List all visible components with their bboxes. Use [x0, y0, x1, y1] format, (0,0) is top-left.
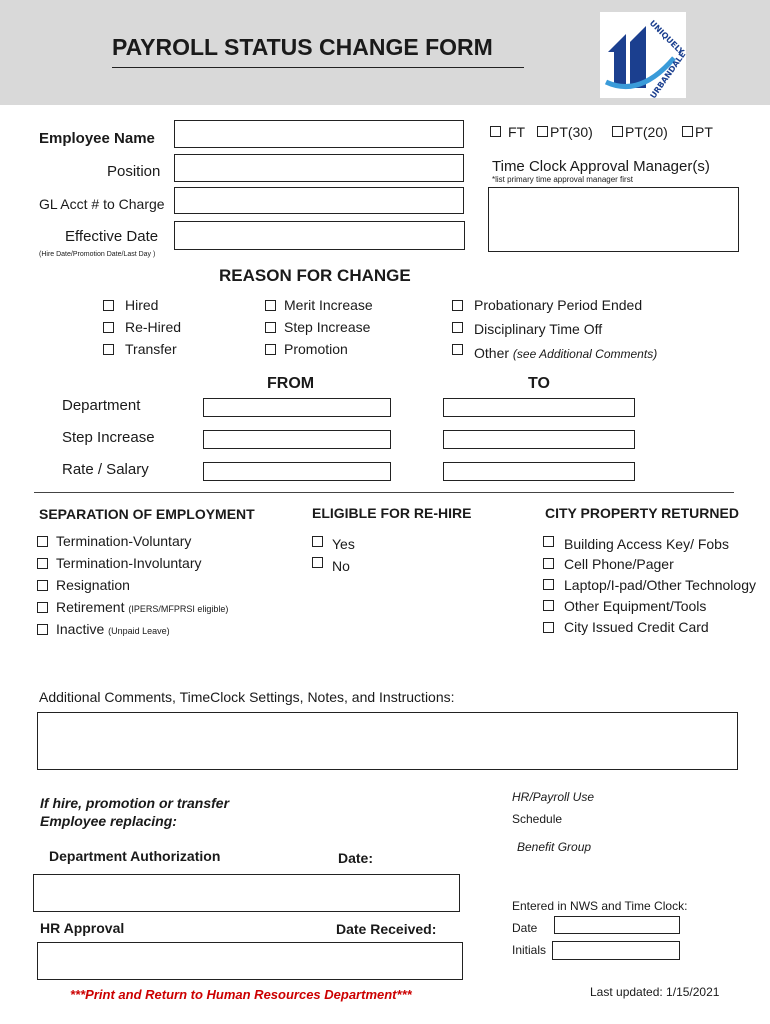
retirement-text [56, 599, 228, 615]
comments-field[interactable] [37, 712, 738, 770]
resignation-checkbox[interactable] [37, 580, 48, 591]
resignation-label: Resignation [56, 577, 130, 593]
hr-payroll-heading: HR/Payroll Use [512, 790, 595, 804]
ft-label: FT [508, 124, 526, 140]
benefit-group-label: Benefit Group [517, 840, 592, 854]
time-clock-manager-field[interactable] [488, 187, 739, 252]
termination-voluntary-label: Termination-Voluntary [56, 533, 192, 549]
probationary-checkbox[interactable] [452, 300, 463, 311]
building-key-label: Building Access Key/ Fobs [564, 536, 729, 552]
rate-salary-label: Rate / Salary [62, 461, 149, 478]
rate-from-field[interactable] [203, 462, 391, 481]
reason-heading: REASON FOR CHANGE [219, 266, 411, 285]
time-clock-note: *list primary time approval manager first [492, 175, 633, 184]
from-heading: FROM [267, 375, 315, 392]
retirement-label: Retirement [56, 599, 125, 615]
termination-involuntary-label: Termination-Involuntary [56, 555, 202, 571]
credit-card-label: City Issued Credit Card [564, 619, 709, 635]
replacing-line2: Employee replacing: [40, 813, 177, 829]
department-from-field[interactable] [203, 398, 391, 417]
pt-label: PT [695, 124, 713, 140]
pt20-checkbox[interactable] [612, 126, 623, 137]
comments-label: Additional Comments, TimeClock Settings, Notes, and Instructions: [39, 689, 455, 705]
effective-date-label: Effective Date [65, 228, 159, 245]
rehire-no-label: No [332, 558, 350, 574]
time-clock-label: Time Clock Approval Manager(s) [492, 158, 710, 175]
employee-name-label: Employee Name [39, 130, 155, 147]
rehired-label: Re-Hired [125, 319, 182, 335]
gl-acct-label: GL Acct # to Charge [39, 196, 165, 212]
rehire-no-checkbox[interactable] [312, 557, 323, 568]
laptop-label: Laptop/I-pad/Other Technology [564, 577, 756, 593]
urbandale-logo-icon [600, 12, 686, 98]
city-logo [600, 12, 686, 98]
last-updated: Last updated: 1/15/2021 [590, 985, 720, 999]
termination-voluntary-checkbox[interactable] [37, 536, 48, 547]
other-equipment-checkbox[interactable] [543, 600, 554, 611]
probationary-label: Probationary Period Ended [474, 297, 643, 313]
other-note: (see Additional Comments) [512, 347, 658, 361]
ft-checkbox[interactable] [490, 126, 501, 137]
transfer-label: Transfer [125, 341, 177, 357]
inactive-label: Inactive [56, 621, 105, 637]
cell-phone-checkbox[interactable] [543, 558, 554, 569]
hr-initials-label: Initials [512, 943, 547, 957]
section-divider [34, 492, 734, 493]
employee-name-field[interactable] [174, 120, 464, 148]
step-from-field[interactable] [203, 430, 391, 449]
position-field[interactable] [174, 154, 464, 182]
property-heading: CITY PROPERTY RETURNED [545, 505, 739, 521]
other-checkbox[interactable] [452, 344, 463, 355]
inactive-note: (Unpaid Leave) [108, 626, 170, 636]
transfer-checkbox[interactable] [103, 344, 114, 355]
disciplinary-label: Disciplinary Time Off [474, 321, 603, 337]
rehire-yes-label: Yes [332, 536, 355, 552]
position-label: Position [107, 163, 161, 180]
dept-authorization-field[interactable] [33, 874, 460, 912]
other-reason-text [474, 345, 657, 361]
inactive-text [56, 621, 170, 637]
logo-text-top: UNIQUELY [647, 18, 686, 57]
effective-date-field[interactable] [174, 221, 465, 250]
termination-involuntary-checkbox[interactable] [37, 558, 48, 569]
hr-approval-field[interactable] [37, 942, 463, 980]
merit-increase-checkbox[interactable] [265, 300, 276, 311]
rehired-checkbox[interactable] [103, 322, 114, 333]
merit-increase-label: Merit Increase [284, 297, 373, 313]
form-title: PAYROLL STATUS CHANGE FORM [112, 34, 493, 60]
dept-date-label: Date: [338, 850, 374, 866]
step-increase-checkbox[interactable] [265, 322, 276, 333]
hr-initials-field[interactable] [552, 941, 680, 960]
building-key-checkbox[interactable] [543, 536, 554, 547]
hr-date-label: Date [512, 921, 538, 935]
credit-card-checkbox[interactable] [543, 622, 554, 633]
rehire-yes-checkbox[interactable] [312, 536, 323, 547]
promotion-checkbox[interactable] [265, 344, 276, 355]
department-label: Department [62, 397, 141, 414]
other-label: Other [474, 345, 510, 361]
pt30-label: PT(30) [550, 124, 593, 140]
pt-checkbox[interactable] [682, 126, 693, 137]
date-received-label: Date Received: [336, 921, 437, 937]
pt30-checkbox[interactable] [537, 126, 548, 137]
dept-authorization-label: Department Authorization [49, 848, 221, 864]
effective-date-note: (Hire Date/Promotion Date/Last Day ) [39, 251, 156, 258]
hired-checkbox[interactable] [103, 300, 114, 311]
logo-text-bottom: URBANDALE [648, 50, 686, 98]
cell-phone-label: Cell Phone/Pager [564, 556, 674, 572]
other-equipment-label: Other Equipment/Tools [564, 598, 707, 614]
disciplinary-checkbox[interactable] [452, 322, 463, 333]
entered-nws-label: Entered in NWS and Time Clock: [512, 899, 688, 913]
pt20-label: PT(20) [625, 124, 668, 140]
hr-date-field[interactable] [554, 916, 680, 934]
promotion-label: Promotion [284, 341, 348, 357]
department-to-field[interactable] [443, 398, 635, 417]
rate-to-field[interactable] [443, 462, 635, 481]
gl-acct-field[interactable] [174, 187, 464, 214]
inactive-checkbox[interactable] [37, 624, 48, 635]
step-increase-row-label: Step Increase [62, 429, 155, 446]
to-heading: TO [528, 375, 550, 392]
title-underline [112, 67, 524, 68]
rehire-heading: ELIGIBLE FOR RE-HIRE [312, 505, 472, 521]
hr-approval-label: HR Approval [40, 920, 125, 936]
replacing-line1: If hire, promotion or transfer [40, 795, 230, 811]
retirement-note: (IPERS/MFPRSI eligible) [128, 604, 229, 614]
step-increase-label: Step Increase [284, 319, 371, 335]
step-to-field[interactable] [443, 430, 635, 449]
hired-label: Hired [125, 297, 159, 313]
separation-heading: SEPARATION OF EMPLOYMENT [39, 506, 255, 522]
retirement-checkbox[interactable] [37, 602, 48, 613]
schedule-label: Schedule [512, 812, 563, 826]
print-return-note: ***Print and Return to Human Resources Department*** [70, 987, 412, 1002]
laptop-checkbox[interactable] [543, 579, 554, 590]
